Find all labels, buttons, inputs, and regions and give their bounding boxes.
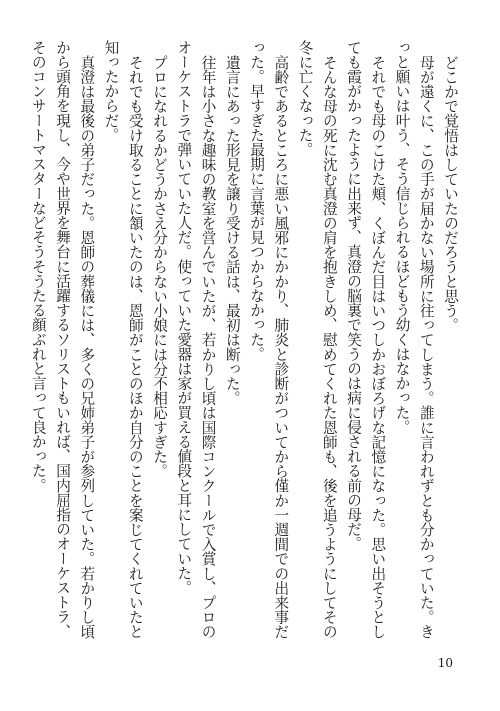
paragraph: 高齢であるところに悪い風邪にかかり、肺炎と診断がついてから僅か一週間での出来事だった。早すぎた最期に言葉が見つからなかった。 (248, 40, 290, 639)
paragraph: 遺言にあった形見を譲り受ける話は、最初は断った。 (223, 54, 241, 405)
body-text (29, 40, 462, 640)
paragraph: そんな母の死に沈む真澄の肩を抱きしめ、慰めてくれた恩師も、後を追うようにしてその冬に亡くなった。 (296, 40, 338, 639)
paragraph: プロになれるかどうかさえ分からない小娘には分不相応すぎた。 (151, 54, 168, 478)
paragraph: 真澄は最後の弟子だった。恩師の葬儀には、多くの兄姉弟子が参列していた。若かりし頃から頭角を現し、今や世界を舞台に活躍するソリストもいれば、国内屈指のオーケストラ、そのコンサートマスターなどそうそうたる顔ぶれと言って良かった。 (29, 40, 96, 639)
page-number: 10 (437, 656, 453, 670)
paragraph: どこかで覚悟はしていたのだろうと思う。 (442, 54, 459, 332)
paragraph: 往年は小さな趣味の教室を営んでいたが、若かりし頃は国際コンクールで入賞し、プロのオーケストラで弾いていた人だ。使っていた愛器は家が買える値段と耳にしていた。 (175, 40, 217, 639)
paragraph: それでも受け取ることに頷いたのは、恩師がことのほか自分のことを案じてくれていたと知ったからだ。 (102, 40, 144, 639)
paragraph: 母が遠くに、この手が届かない場所に往ってしまう。誰に言われずとも分かっていた。きっと願いは叶う、そう信じられるほどもう幼くはなかった。 (393, 40, 435, 639)
paragraph: それでも母のこけた頬、くぼんだ目はいつしかおぼろげな記憶になった。思い出そうとしても霞がかったように出来ず、真澄の脳裏で笑うのは病に侵される前の母だ。 (345, 40, 387, 639)
